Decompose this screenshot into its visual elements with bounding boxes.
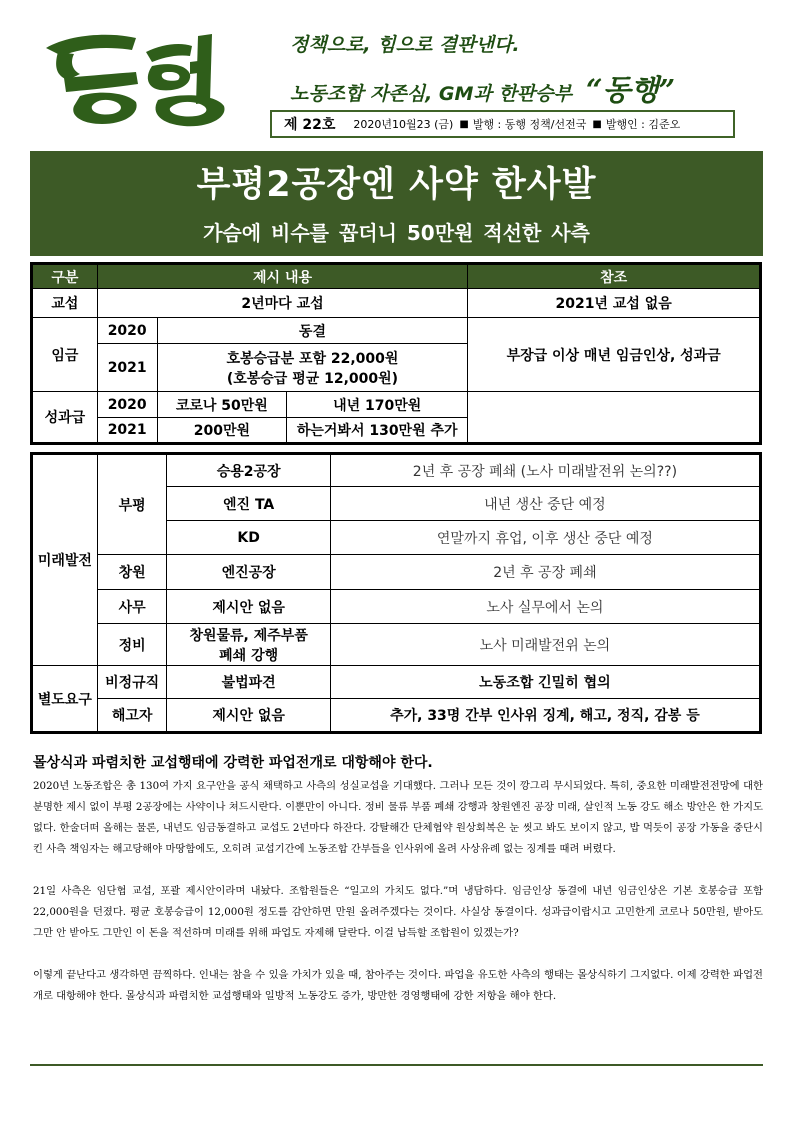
bargain-reference: 2021년 교섭 없음	[468, 289, 761, 318]
future-plan-table	[30, 452, 762, 734]
article-paragraph-1: 2020년 노동조합은 총 130여 가지 요구안을 공식 채택하고 사측의 성실교섭을 기대했다. 그러나 모든 것이 깡그리 무시되었다. 특히, 중요한 미래발전전망에 대한 분명한 제시 없이 부평 2공장에는 사약이나 쳐드시란다. 이뿐만이 아니다. 정비 물류 부품 폐쇄 강행과 창원엔진 공장 미래, 살인적 노동 강도 해소 방안은 한 가지도 없다. 한술더떠 올해는 물론, 내년도 임금동결하고 교섭도 2년마다 하잔다. 강탈해간 단체협약 원상회복은 눈 씻고 봐도 보이지 않고, 밥 먹듯이 공장 가동을 중단시킨 사측 책임자는 해고당해야 마땅함에도, 오히려 교섭기간에 노동조합 간부들을 인사위에 올려 사상유례 없는 징계를 때려 버렸다.	[33, 780, 763, 855]
headline-subtitle: 가슴에 비수를 꼽더니 50만원 적선한 사측	[203, 221, 590, 245]
maint-proposal	[167, 624, 330, 666]
engine-ta: 엔진 TA	[167, 487, 330, 521]
donghaeng-logo	[40, 22, 240, 132]
year-2020: 2020	[97, 318, 157, 344]
changwon-label: 창원	[97, 555, 167, 590]
slogan-name: “동행”	[585, 73, 676, 107]
header-proposal: 제시 내용	[97, 264, 468, 289]
row-bonus-label: 성과급	[32, 392, 98, 444]
publisher: 발행 : 동행 정책/선전국	[472, 118, 587, 131]
maint-label: 정비	[97, 624, 167, 666]
slogan-line-2	[290, 68, 675, 109]
maint-proposal-line1: 창원물류, 제주부품	[189, 627, 308, 644]
bonus-2021-a: 200만원	[157, 418, 286, 444]
irregular-status: 노동조합 긴밀히 협의	[330, 666, 760, 699]
future-label: 미래발전	[32, 454, 98, 666]
article-paragraph-3: 이렇게 끝난다고 생각하면 끔찍하다. 인내는 참을 수 있을 가치가 있을 때, 참아주는 것이다. 파업을 유도한 사측의 행태는 몰상식하기 그지없다. 이제 강력한 파업전개로 대항해야 한다. 몰상식과 파렴치한 교섭행태와 일방적 노동강도 증가, 방만한 경영행태에 강한 저항을 해야 한다.	[33, 969, 763, 1002]
engine-ta-status: 내년 생산 중단 예정	[330, 487, 760, 521]
car2-plant: 승용2공장	[167, 454, 330, 487]
bonus-2020-b: 내년 170만원	[287, 392, 468, 418]
irregular-proposal: 불법파견	[167, 666, 330, 699]
article	[33, 752, 763, 1007]
headline-title: 부평2공장엔 사약 한사발	[196, 165, 597, 205]
year-2021: 2021	[97, 344, 157, 392]
square-bullet-icon: ■	[459, 118, 469, 130]
dismissed-proposal: 제시안 없음	[167, 699, 330, 733]
office-label: 사무	[97, 590, 167, 624]
wage-2021-line2: (호봉승급 평균 12,000원)	[226, 370, 399, 387]
year-2020: 2020	[97, 392, 157, 418]
irregular-label: 비정규직	[97, 666, 167, 699]
header-category: 구분	[32, 264, 98, 289]
maint-status: 노사 미래발전위 논의	[330, 624, 760, 666]
header-reference: 참조	[468, 264, 761, 289]
slogan-text: 노동조합 자존심, GM과 한판승부	[290, 83, 572, 105]
bupyeong-label: 부평	[97, 454, 167, 555]
dismissed-label: 해고자	[97, 699, 167, 733]
dismissed-status: 추가, 33명 간부 인사위 징계, 해고, 정직, 감봉 등	[330, 699, 760, 733]
wage-2020: 동결	[157, 318, 468, 344]
office-proposal: 제시안 없음	[167, 590, 330, 624]
changwon-engine-status: 2년 후 공장 폐쇄	[330, 555, 760, 590]
issue-info-box	[270, 110, 735, 138]
article-paragraph-2: 21일 사측은 임단협 교섭, 포괄 제시안이라며 내놨다. 조합원들은 “일고의 가치도 없다.”며 냉담하다. 임금인상 동결에 내년 임금인상은 기본 호봉승급 포함 22,000원을 던졌다. 평균 호봉승급이 12,000원 정도를 감안하면 만원 올려주겠다는 것이다. 사실상 동결이다. 성과급이랍시고 고민한게 코로나 50만원, 받아도 그만 안 받아도 그만인 이 돈을 적선하며 미래를 위해 파업도 자제해 달란다. 이걸 납득할 조합원이 있겠는가?	[33, 885, 763, 939]
row-bargain-label: 교섭	[32, 289, 98, 318]
slogan-line-1: 정책으로, 힘으로 결판낸다.	[290, 34, 520, 56]
headline-banner	[30, 151, 763, 256]
bargain-value: 2년마다 교섭	[97, 289, 468, 318]
separate-label: 별도요구	[32, 666, 98, 733]
maint-proposal-line2: 폐쇄 강행	[219, 647, 279, 664]
issuer: 발행인 : 김준오	[605, 118, 681, 131]
wage-2021	[157, 344, 468, 392]
office-status: 노사 실무에서 논의	[330, 590, 760, 624]
empty-cell	[468, 392, 761, 444]
car2-status: 2년 후 공장 폐쇄 (노사 미래발전위 논의??)	[330, 454, 760, 487]
bonus-2021-b: 하는거봐서 130만원 추가	[287, 418, 468, 444]
kd-status: 연말까지 휴업, 이후 생산 중단 예정	[330, 521, 760, 555]
issue-number: 제 22호	[284, 117, 336, 133]
bonus-2020-a: 코로나 50만원	[157, 392, 286, 418]
article-heading: 몰상식과 파렴치한 교섭행태에 강력한 파업전개로 대항해야 한다.	[33, 755, 433, 771]
wage-2021-line1: 호봉승급분 포함 22,000원	[226, 350, 399, 367]
changwon-engine: 엔진공장	[167, 555, 330, 590]
footer-divider	[30, 1064, 763, 1066]
year-2021: 2021	[97, 418, 157, 444]
square-bullet-icon: ■	[592, 118, 602, 130]
row-wage-label: 임금	[32, 318, 98, 392]
wage-reference: 부장급 이상 매년 임금인상, 성과금	[468, 318, 761, 392]
issue-date: 2020년10월23 (금)	[353, 118, 454, 131]
proposal-table	[30, 262, 762, 445]
kd: KD	[167, 521, 330, 555]
